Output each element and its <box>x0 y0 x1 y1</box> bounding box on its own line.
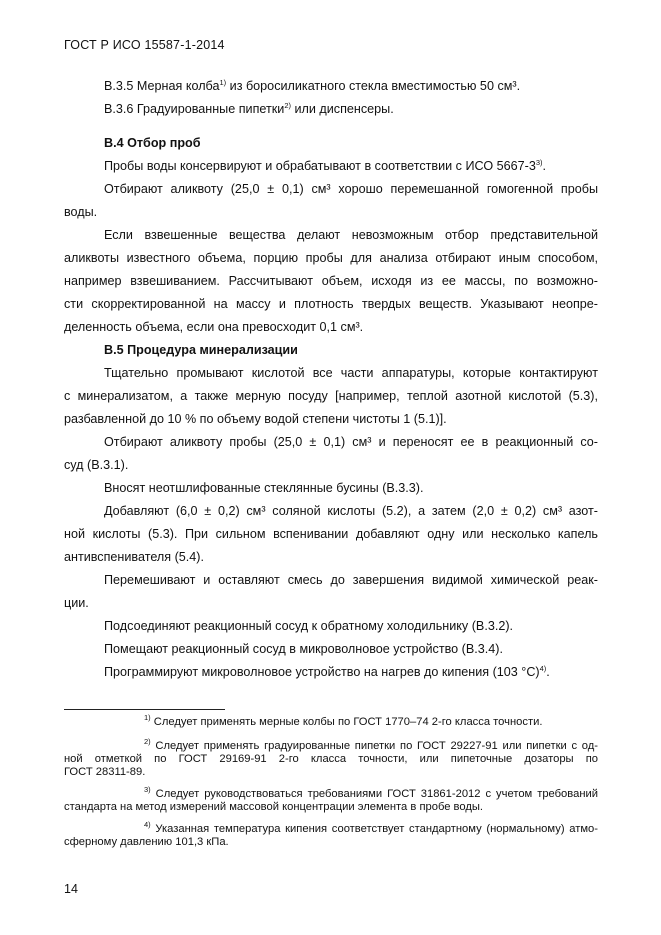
paragraph-line: Тщательно промывают кислотой все части аппаратуры, которые контактируют <box>104 366 598 380</box>
paragraph-line: например взвешиванием. Рассчитывают объем, исходя из ее массы, по возможно- <box>64 274 598 288</box>
paragraph-line: сти скорректированной на массу и плотность твердых веществ. Указывают неопре- <box>64 297 598 311</box>
clause-b36: B.3.6 Градуированные пипетки$^{2)}$ или диспенсеры. <box>104 101 394 116</box>
document-header: ГОСТ Р ИСО 15587-1-2014 <box>64 38 225 52</box>
section-heading-b5: B.5 Процедура минерализации <box>104 343 298 357</box>
paragraph-line: ной кислоты (5.3). При сильном вспенивании добавляют одну или несколько капель <box>64 527 598 541</box>
footnote-1: $^{1)}$ Следует применять мерные колбы по ГОСТ 1770–74 2-го класса точности. <box>144 713 543 728</box>
paragraph-line: Отбирают аликвоту (25,0 ± 0,1) см³ хорошо перемешанной гомогенной пробы <box>104 182 598 196</box>
clause-b35: B.3.5 Мерная колба$^{1)}$ из боросиликатного стекла вместимостью 50 см³. <box>104 78 521 93</box>
paragraph-line: Если взвешенные вещества делают невозможным отбор представительной <box>104 228 598 242</box>
paragraph-line: суд (B.3.1). <box>64 458 129 472</box>
footnote-ref-2[interactable]: 2) <box>284 101 291 110</box>
paragraph-line: Программируют микроволновое устройство на нагрев до кипения (103 °C)$^{4)}$. <box>104 664 550 679</box>
page-number: 14 <box>64 882 78 896</box>
paragraph-line: Помещают реакционный сосуд в микроволновое устройство (B.3.4). <box>104 642 503 656</box>
paragraph-line: антивспенивателя (5.4). <box>64 550 204 564</box>
footnote-2: $^{2)}$ Следует применять градуированные пипетки по ГОСТ 29227-91 или пипетки с од- ной отметкой по ГОСТ 29169-91 2-го класса точности, или пипеточные дозаторы по ГОСТ 28311-89. <box>64 737 598 778</box>
footnote-4: $^{4)}$ Указанная температура кипения соответствует стандартному (нормальному) атмо- сферному давлению 101,3 кПа. <box>64 820 598 848</box>
paragraph-line: аликвоты известного объема, порцию пробы для анализа отбирают иным способом, <box>64 251 598 265</box>
paragraph-line: Перемешивают и оставляют смесь до завершения видимой химической реак- <box>104 573 598 587</box>
section-heading-b4: B.4 Отбор проб <box>104 136 201 150</box>
paragraph-line: деленность объема, если она превосходит 0,1 см³. <box>64 320 364 334</box>
footnote-ref-1[interactable]: 1) <box>219 78 227 87</box>
document-body <box>64 75 598 684</box>
paragraph-line: Добавляют (6,0 ± 0,2) см³ соляной кислоты (5.2), а затем (2,0 ± 0,2) см³ азот- <box>104 504 598 518</box>
footnote-3: $^{3)}$ Следует руководствоваться требованиями ГОСТ 31861-2012 с учетом требований стандарта на метод измерений массовой концентрации элемента в пробе воды. <box>64 785 598 813</box>
footnote-ref-4[interactable]: 4) <box>539 664 547 673</box>
paragraph-line: Пробы воды консервируют и обрабатывают в соответствии с ИСО 5667-3$^{3)}$. <box>104 158 547 173</box>
footnote-ref-3[interactable]: 3) <box>535 158 543 167</box>
paragraph-line: разбавленной до 10 % по объему водой степени чистоты 1 (5.1)]. <box>64 412 447 426</box>
paragraph-line: ции. <box>64 596 89 610</box>
paragraph-line: Подсоединяют реакционный сосуд к обратному холодильнику (B.3.2). <box>104 619 514 633</box>
paragraph-line: Отбирают аликвоту пробы (25,0 ± 0,1) см³ и переносят ее в реакционный со- <box>104 435 598 449</box>
paragraph-line: Вносят неотшлифованные стеклянные бусины (B.3.3). <box>104 481 424 495</box>
paragraph-line: с минерализатом, а также мерную посуду [например, теплой азотной кислотой (5.3), <box>64 389 598 403</box>
paragraph-line: воды. <box>64 205 98 219</box>
footnote-separator <box>64 709 225 710</box>
